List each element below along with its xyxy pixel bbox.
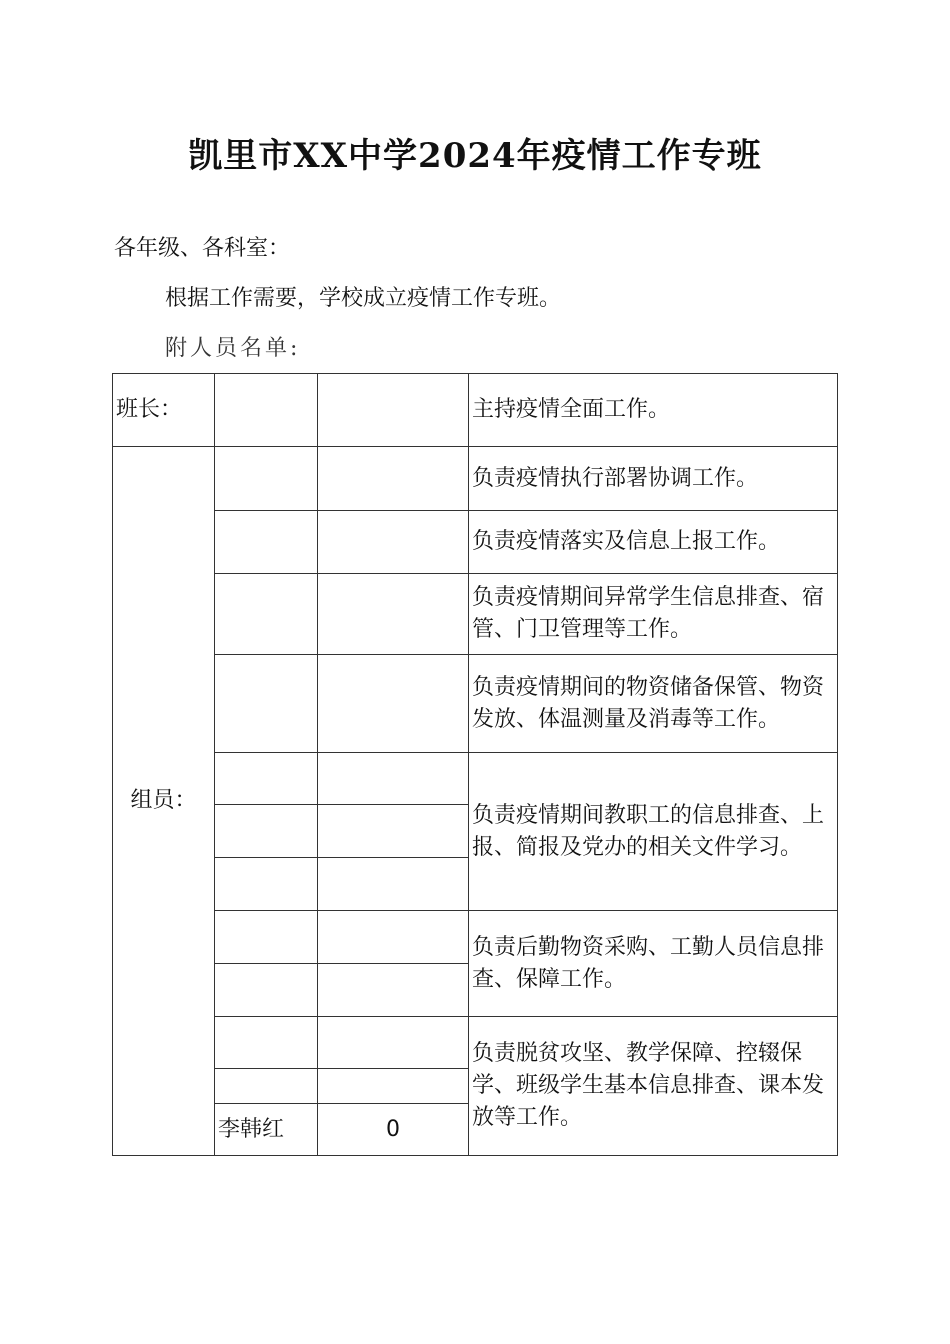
duty-cell: 负责疫情期间的物资储备保管、物资发放、体温测量及消毒等工作。 <box>469 655 838 753</box>
intro-paragraph: 根据工作需要，学校成立疫情工作专班。 <box>165 286 562 311</box>
leader-label: 班长： <box>113 374 215 447</box>
value-cell <box>318 447 469 511</box>
value-cell <box>318 964 469 1017</box>
value-cell <box>318 374 469 447</box>
value-cell <box>318 805 469 858</box>
value-cell <box>318 511 469 574</box>
name-cell <box>215 574 318 655</box>
duty-cell: 负责脱贫攻坚、教学保障、控辍保学、班级学生基本信息排查、课本发放等工作。 <box>469 1017 838 1156</box>
table-row <box>113 655 838 753</box>
name-cell <box>215 655 318 753</box>
attachment-label: 附人员名单: <box>165 336 301 361</box>
members-label: 组员： <box>113 447 215 1156</box>
name-cell <box>215 858 318 911</box>
duty-cell: 负责疫情期间教职工的信息排查、上报、简报及党办的相关文件学习。 <box>469 753 838 911</box>
value-cell <box>318 1069 469 1104</box>
table-row <box>113 753 838 805</box>
name-cell <box>215 964 318 1017</box>
table-row <box>113 574 838 655</box>
value-cell <box>318 858 469 911</box>
table-row <box>113 1017 838 1069</box>
duty-cell: 负责疫情执行部署协调工作。 <box>469 447 838 511</box>
member-value: 0 <box>318 1104 469 1156</box>
duty-cell: 负责后勤物资采购、工勤人员信息排查、保障工作。 <box>469 911 838 1017</box>
table-row <box>113 447 838 511</box>
name-cell <box>215 511 318 574</box>
name-cell <box>215 753 318 805</box>
table-row <box>113 911 838 964</box>
name-cell <box>215 374 318 447</box>
salutation: 各年级、各科室： <box>114 236 291 261</box>
duty-cell: 负责疫情落实及信息上报工作。 <box>469 511 838 574</box>
name-cell <box>215 1017 318 1069</box>
value-cell <box>318 911 469 964</box>
value-cell <box>318 574 469 655</box>
duty-cell: 主持疫情全面工作。 <box>469 374 838 447</box>
table-row <box>113 511 838 574</box>
name-cell <box>215 911 318 964</box>
value-cell <box>318 655 469 753</box>
name-cell <box>215 1069 318 1104</box>
table-row <box>113 374 838 447</box>
value-cell <box>318 1017 469 1069</box>
name-cell <box>215 805 318 858</box>
document-title: 凯里市XX中学2024年疫情工作专班 <box>188 136 762 176</box>
name-cell <box>215 447 318 511</box>
duty-cell: 负责疫情期间异常学生信息排查、宿管、门卫管理等工作。 <box>469 574 838 655</box>
member-name: 李韩红 <box>215 1104 318 1156</box>
staff-table <box>112 373 838 1156</box>
value-cell <box>318 753 469 805</box>
